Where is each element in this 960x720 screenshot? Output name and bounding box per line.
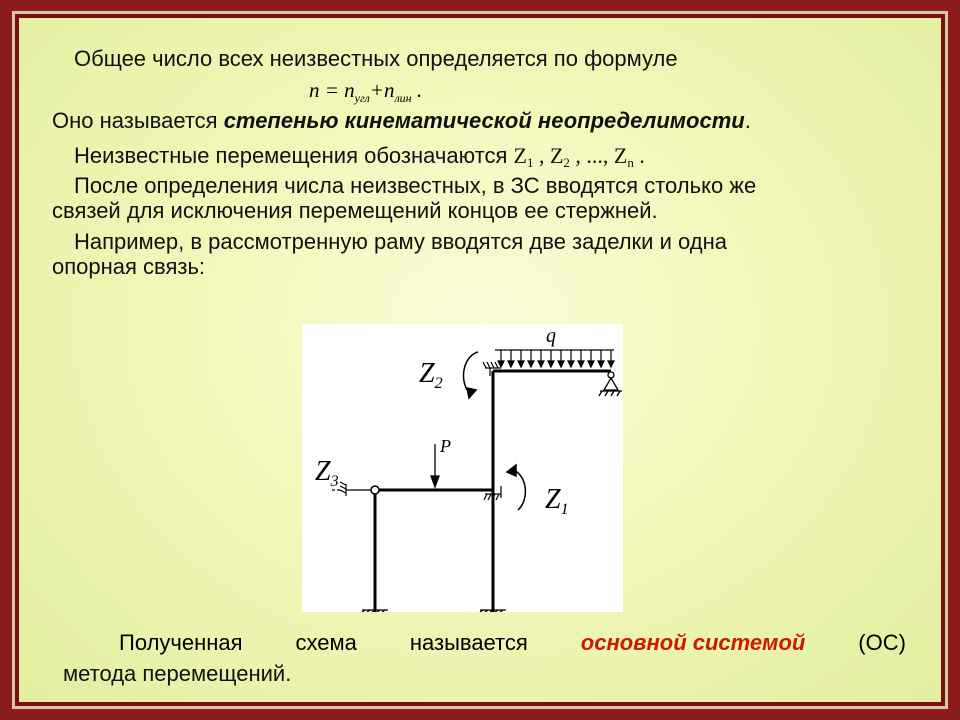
rotation-arrow-z2 [464, 352, 478, 398]
label-p: P [440, 436, 451, 456]
text-line-1: Общее число всех неизвестных определяется по формуле [74, 46, 678, 71]
roller-support [599, 372, 622, 396]
text-line-6: Например, в рассмотренную раму вводятся две заделки и одна [74, 229, 727, 254]
bottom-line-2: метода перемещений. [63, 661, 292, 686]
abbr-os: (ОС) [858, 630, 906, 655]
label-z2: $Z_2$ [419, 358, 443, 392]
text-line-4: После определения числа неизвестных, в ЗС вводятся столько же [74, 173, 757, 198]
formula-eq: = [319, 78, 345, 102]
formula-end: . [411, 78, 423, 102]
label-z1: $Z_1$ [545, 484, 569, 518]
frame-bars [375, 371, 611, 612]
formula-n-ugl: n [344, 78, 355, 102]
hinge-node [371, 486, 379, 494]
frame-diagram-svg [302, 324, 623, 612]
formula-n-lin: n [383, 78, 395, 102]
point-load-p [431, 444, 439, 487]
text-line-5: связей для исключения перемещений концов ее стержней. [52, 198, 658, 223]
formula-n: n [309, 78, 320, 102]
text-line-7: опорная связь: [52, 254, 206, 279]
text-line-3: Неизвестные перемещения обозначаются Z1 , Z2 , ..., Zn . [74, 143, 645, 170]
distributed-load-q [495, 350, 614, 367]
text-line-2: Оно называется степенью кинематической неопределимости. [52, 108, 751, 133]
rotation-arrow-z1 [507, 465, 525, 510]
bottom-line-1: Полученная схема называется основной системой (ОС) [119, 630, 906, 655]
formula-sub-ugl: угл [354, 91, 370, 106]
label-q: q [546, 325, 556, 347]
formula [309, 78, 422, 106]
formula-sub-lin: лин [394, 91, 412, 106]
term-kinematic-indeterminacy: степенью кинематической неопределимости [223, 108, 745, 133]
slide [15, 14, 945, 706]
label-z3: $Z_3$ [315, 456, 339, 490]
frame-diagram [302, 324, 623, 612]
formula-plus: + [369, 78, 384, 102]
term-basic-system: основной системой [580, 630, 806, 655]
